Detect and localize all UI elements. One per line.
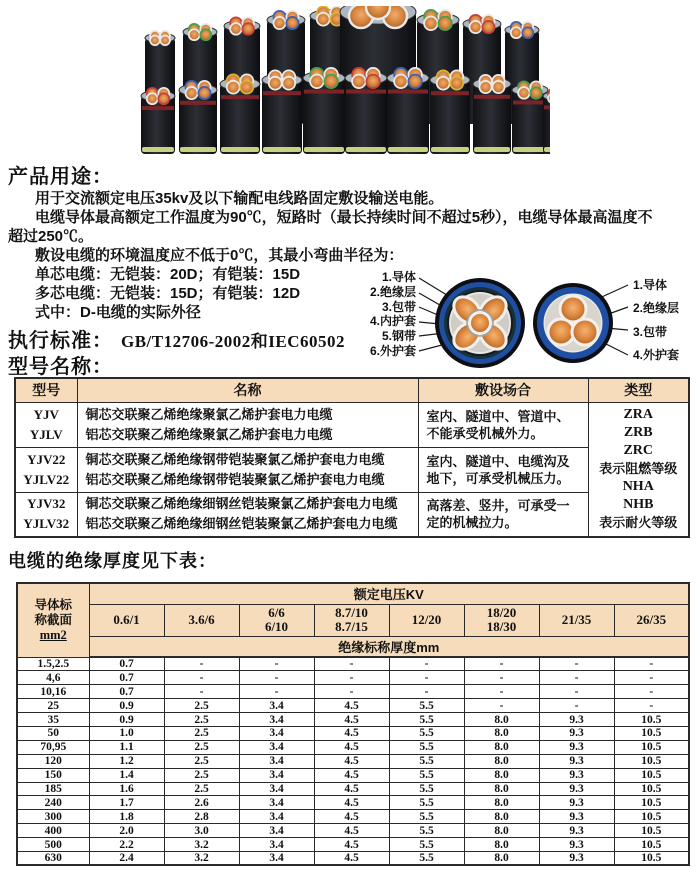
thickness-value-cell: 10.5 xyxy=(614,796,689,810)
thickness-value-cell: 9.3 xyxy=(539,713,614,727)
conductor-size-cell: 35 xyxy=(17,713,89,727)
thickness-value-cell: 8.0 xyxy=(464,851,539,865)
voltage-header-cell xyxy=(239,604,314,636)
thickness-value-cell: - xyxy=(239,671,314,685)
thickness-value-cell: 0.7 xyxy=(89,671,164,685)
thickness-value-cell: 1.6 xyxy=(89,782,164,796)
header-type: 类型 xyxy=(588,378,689,402)
thickness-value-cell: 4.5 xyxy=(314,699,389,713)
cable-sample xyxy=(262,70,302,154)
thickness-value-cell: - xyxy=(164,671,239,685)
conductor-size-cell: 4,6 xyxy=(17,671,89,685)
type-cell xyxy=(588,402,689,537)
thickness-value-cell: 4.5 xyxy=(314,782,389,796)
voltage-value: 26/35 xyxy=(636,612,667,627)
insulation-thickness-table xyxy=(16,582,690,866)
thickness-value-cell: 8.0 xyxy=(464,726,539,740)
diagram-label: 4.内护套 xyxy=(369,314,416,329)
thickness-value-cell: 3.4 xyxy=(239,768,314,782)
voltage-value: 0.6/1 xyxy=(113,612,140,627)
type-line: ZRC xyxy=(623,443,654,459)
thickness-value-cell: - xyxy=(464,671,539,685)
thickness-value-cell: 3.4 xyxy=(239,740,314,754)
voltage-value: 12/20 xyxy=(411,612,442,627)
cable-name: 铝芯交联聚乙烯绝缘细钢丝铠装聚氯乙烯护套电力电缆 xyxy=(85,516,398,532)
cable-sample xyxy=(179,81,217,154)
thickness-value-cell: 5.5 xyxy=(389,740,464,754)
diagram-label: 2.绝缘层 xyxy=(369,284,416,299)
model-code: YJV32 xyxy=(27,496,66,512)
cable-sample xyxy=(387,68,429,154)
thickness-row xyxy=(17,671,689,685)
thickness-section-heading: 电缆的绝缘厚度见下表： xyxy=(8,551,217,571)
model-code: YJLV32 xyxy=(23,516,70,532)
header-application: 敷设场合 xyxy=(418,378,588,402)
thickness-value-cell: - xyxy=(164,657,239,671)
application-cell xyxy=(418,492,588,537)
diagram-label: 3.包带 xyxy=(381,299,416,314)
conductor-size-cell: 500 xyxy=(17,838,89,852)
thickness-value-cell: 5.5 xyxy=(389,699,464,713)
thickness-value-cell: 9.3 xyxy=(539,782,614,796)
voltage-header-cell xyxy=(464,604,539,636)
cable-sample xyxy=(543,89,550,154)
application-line: 高落差、竖井，可承受一 xyxy=(426,498,570,514)
application-line: 定的机械拉力。 xyxy=(426,515,518,531)
thickness-value-cell: 3.4 xyxy=(239,713,314,727)
thickness-value-cell: 1.8 xyxy=(89,810,164,824)
diagram-label: 2.绝缘层 xyxy=(633,301,680,316)
diagram-label: 5.钢带 xyxy=(381,329,416,344)
voltage-value: 3.6/6 xyxy=(188,612,215,627)
thickness-row xyxy=(17,851,689,865)
thickness-value-cell: 4.5 xyxy=(314,851,389,865)
thickness-value-cell: 1.2 xyxy=(89,754,164,768)
thickness-value-cell: 3.4 xyxy=(239,699,314,713)
thickness-value-cell: - xyxy=(239,657,314,671)
thickness-value-cell: 1.4 xyxy=(89,768,164,782)
thickness-value-cell: 8.0 xyxy=(464,713,539,727)
type-line: NHB xyxy=(623,497,654,513)
thickness-value-cell: - xyxy=(539,685,614,699)
thickness-row xyxy=(17,796,689,810)
thickness-value-cell: - xyxy=(539,671,614,685)
thickness-value-cell: 4.5 xyxy=(314,810,389,824)
diagram-label: 6.外护套 xyxy=(369,343,416,358)
cable-sample xyxy=(141,88,175,154)
thickness-value-cell: 2.5 xyxy=(164,713,239,727)
type-line: ZRB xyxy=(623,425,653,441)
diagram-label: 3.包带 xyxy=(633,324,668,339)
three-core-cross-section xyxy=(533,283,613,363)
cable-sample xyxy=(473,75,511,154)
thickness-value-cell: 2.5 xyxy=(164,699,239,713)
cable-sample xyxy=(430,70,470,154)
thickness-row xyxy=(17,699,689,713)
thickness-value-cell: 3.4 xyxy=(239,796,314,810)
thickness-value-cell: 9.3 xyxy=(539,754,614,768)
thickness-row xyxy=(17,838,689,852)
thickness-row xyxy=(17,810,689,824)
conductor-size-cell: 50 xyxy=(17,726,89,740)
thickness-value-cell: 3.2 xyxy=(164,851,239,865)
thickness-value-cell: 5.5 xyxy=(389,851,464,865)
voltage-value: 8.7/15 xyxy=(335,619,368,634)
thickness-value-cell: 8.0 xyxy=(464,782,539,796)
thickness-value-cell: - xyxy=(464,685,539,699)
usage-line: 用于交流额定电压35kv及以下输配电线路固定敷设输送电能。 xyxy=(35,190,444,207)
thickness-value-cell: 0.9 xyxy=(89,699,164,713)
thickness-value-cell: 4.5 xyxy=(314,796,389,810)
cable-photo-shapes xyxy=(141,6,550,154)
thickness-value-cell: 10.5 xyxy=(614,740,689,754)
thickness-value-cell: - xyxy=(464,657,539,671)
model-table-body xyxy=(15,402,689,537)
model-table-header-row xyxy=(15,378,689,402)
thickness-value-cell: - xyxy=(539,699,614,713)
voltage-header-cell xyxy=(539,604,614,636)
thickness-value-cell: 3.4 xyxy=(239,754,314,768)
thickness-value-cell: 2.5 xyxy=(164,740,239,754)
thickness-value-cell: 9.3 xyxy=(539,824,614,838)
product-usage-heading: 产品用途： xyxy=(8,166,113,188)
thickness-value-cell: 8.0 xyxy=(464,754,539,768)
thickness-value-cell: 5.5 xyxy=(389,782,464,796)
application-line: 室内、隧道中、管道中、 xyxy=(426,408,570,424)
conductor-size-cell: 120 xyxy=(17,754,89,768)
thickness-value-cell: 10.5 xyxy=(614,768,689,782)
thickness-row xyxy=(17,657,689,671)
thickness-value-cell: 5.5 xyxy=(389,726,464,740)
diagram-right-labels xyxy=(633,279,700,361)
type-line: 表示阻燃等级 xyxy=(599,461,678,477)
cable-name: 铜芯交联聚乙烯绝缘细钢丝铠装聚氯乙烯护套电力电缆 xyxy=(85,496,398,512)
thickness-value-cell: 4.5 xyxy=(314,754,389,768)
thickness-value-cell: - xyxy=(389,657,464,671)
conductor-size-cell: 300 xyxy=(17,810,89,824)
cable-sample xyxy=(303,68,345,154)
model-table-row xyxy=(15,447,689,492)
thickness-value-cell: - xyxy=(314,671,389,685)
thickness-value-cell: 10.5 xyxy=(614,851,689,865)
cable-name: 铜芯交联聚乙烯绝缘聚氯乙烯护套电力电缆 xyxy=(85,406,333,422)
thickness-value-cell: 10.5 xyxy=(614,824,689,838)
standard-heading: 执行标准： xyxy=(8,330,113,352)
thickness-value-cell: 10.5 xyxy=(614,754,689,768)
thickness-value-cell: 10.5 xyxy=(614,782,689,796)
model-table-row xyxy=(15,492,689,537)
voltage-value: 21/35 xyxy=(561,612,592,627)
thickness-value-cell: 2.8 xyxy=(164,810,239,824)
voltage-header-cell xyxy=(614,604,689,636)
thickness-value-cell: 1.0 xyxy=(89,726,164,740)
application-cell xyxy=(418,402,588,447)
thickness-value-cell: 4.5 xyxy=(314,713,389,727)
voltage-header-cell xyxy=(314,604,389,636)
conductor-size-cell: 150 xyxy=(17,768,89,782)
header-model: 型号 xyxy=(15,378,77,402)
thickness-value-cell: 8.0 xyxy=(464,768,539,782)
thickness-value-cell: - xyxy=(239,685,314,699)
voltage-value: 6/6 xyxy=(268,605,285,620)
thickness-value-cell: - xyxy=(164,685,239,699)
thickness-value-cell: - xyxy=(614,699,689,713)
cable-sample xyxy=(345,68,387,154)
voltage-header-cell xyxy=(89,604,164,636)
thickness-value-cell: 5.5 xyxy=(389,713,464,727)
corner-line: mm2 xyxy=(39,627,67,642)
thickness-value-cell: 10.5 xyxy=(614,713,689,727)
cable-name: 铝芯交联聚乙烯绝缘钢带铠装聚氯乙烯护套电力电缆 xyxy=(85,471,385,487)
thickness-value-cell: 4.5 xyxy=(314,768,389,782)
name-cell xyxy=(77,402,418,447)
five-core-cross-section xyxy=(435,278,525,368)
thickness-row xyxy=(17,740,689,754)
voltage-header-cell xyxy=(389,604,464,636)
thickness-value-cell: 0.7 xyxy=(89,657,164,671)
application-cell xyxy=(418,447,588,492)
diagram-left-labels xyxy=(340,271,416,357)
type-line: 表示耐火等级 xyxy=(599,515,678,531)
cable-sample xyxy=(512,81,548,154)
thickness-value-cell: 3.4 xyxy=(239,838,314,852)
thickness-value-cell: 3.4 xyxy=(239,851,314,865)
conductor-size-cell: 240 xyxy=(17,796,89,810)
thickness-row xyxy=(17,782,689,796)
thickness-value-cell: 10.5 xyxy=(614,838,689,852)
thickness-value-cell: 4.5 xyxy=(314,838,389,852)
model-code: YJV xyxy=(33,406,59,422)
thickness-row xyxy=(17,768,689,782)
thickness-value-cell: 9.3 xyxy=(539,838,614,852)
model-cell xyxy=(15,447,77,492)
standard-row xyxy=(8,324,345,353)
thickness-value-cell: 2.5 xyxy=(164,726,239,740)
conductor-size-cell: 25 xyxy=(17,699,89,713)
corner-header xyxy=(17,583,89,657)
thickness-value-cell: 8.0 xyxy=(464,740,539,754)
model-code: YJV22 xyxy=(27,451,66,467)
conductor-size-cell: 185 xyxy=(17,782,89,796)
thickness-value-cell: - xyxy=(614,657,689,671)
thickness-value-cell: 2.4 xyxy=(89,851,164,865)
thickness-value-cell: 10.5 xyxy=(614,726,689,740)
usage-line: 电缆导体最高额定工作温度为90℃，短路时（最长持续时间不超过5秒），电缆导体最高温度不 xyxy=(35,209,653,226)
thickness-value-cell: - xyxy=(614,685,689,699)
thickness-value-cell: 8.0 xyxy=(464,810,539,824)
thickness-value-cell: - xyxy=(389,671,464,685)
thickness-value-cell: 4.5 xyxy=(314,740,389,754)
thickness-subheader: 绝缘标称厚度mm xyxy=(89,636,689,657)
type-line: NHA xyxy=(622,479,654,495)
thickness-value-cell: - xyxy=(314,657,389,671)
rated-voltage-header-row xyxy=(17,583,689,604)
header-name: 名称 xyxy=(77,378,418,402)
thickness-row xyxy=(17,824,689,838)
model-section-heading: 型号名称： xyxy=(8,356,113,378)
thickness-value-cell: 8.0 xyxy=(464,838,539,852)
thickness-value-cell: 2.5 xyxy=(164,768,239,782)
thickness-value-cell: 5.5 xyxy=(389,768,464,782)
thickness-value-cell: 9.3 xyxy=(539,768,614,782)
standard-value: GB/T12706-2002和IEC60502 xyxy=(121,332,346,351)
corner-line: 导体标 xyxy=(34,597,72,612)
thickness-row xyxy=(17,754,689,768)
thickness-value-cell: 2.6 xyxy=(164,796,239,810)
conductor-size-cell: 400 xyxy=(17,824,89,838)
thickness-value-cell: 9.3 xyxy=(539,796,614,810)
thickness-value-cell: 0.7 xyxy=(89,685,164,699)
thickness-value-cell: 2.5 xyxy=(164,754,239,768)
conductor-size-cell: 70,95 xyxy=(17,740,89,754)
thickness-value-cell: 3.0 xyxy=(164,824,239,838)
model-name-table xyxy=(14,377,690,538)
diagram-label: 1.导体 xyxy=(381,270,416,284)
conductor-size-cell: 1.5,2.5 xyxy=(17,657,89,671)
model-table-row xyxy=(15,402,689,447)
thickness-value-cell: 5.5 xyxy=(389,754,464,768)
subheader-row xyxy=(17,636,689,657)
diagram-label: 4.外护套 xyxy=(633,347,680,362)
thickness-value-cell: 8.0 xyxy=(464,824,539,838)
thickness-value-cell: 3.4 xyxy=(239,782,314,796)
thickness-value-cell: 1.7 xyxy=(89,796,164,810)
thickness-value-cell: - xyxy=(389,685,464,699)
conductor-size-cell: 10,16 xyxy=(17,685,89,699)
usage-line: 超过250℃。 xyxy=(8,228,94,245)
cable-name: 铝芯交联聚乙烯绝缘聚氯乙烯护套电力电缆 xyxy=(85,426,333,442)
voltage-value: 6/10 xyxy=(264,619,289,634)
thickness-value-cell: 5.5 xyxy=(389,810,464,824)
model-cell xyxy=(15,402,77,447)
voltage-value: 18/20 xyxy=(486,605,517,620)
thickness-value-cell: 9.3 xyxy=(539,810,614,824)
thickness-value-cell: 1.1 xyxy=(89,740,164,754)
voltage-value: 8.7/10 xyxy=(335,605,368,620)
thickness-value-cell: 5.5 xyxy=(389,796,464,810)
thickness-value-cell: - xyxy=(539,657,614,671)
model-code: YJLV xyxy=(29,426,63,442)
thickness-value-cell: - xyxy=(464,699,539,713)
name-cell xyxy=(77,447,418,492)
thickness-row xyxy=(17,685,689,699)
thickness-value-cell: 2.2 xyxy=(89,838,164,852)
thickness-value-cell: 3.4 xyxy=(239,726,314,740)
usage-line: 多芯电缆：无铠装：15D；有铠装：12D xyxy=(35,285,301,302)
usage-line: 敷设电缆的环境温度应不低于0℃，其最小弯曲半径为： xyxy=(35,247,404,264)
model-code: YJLV22 xyxy=(23,471,70,487)
voltage-header-row xyxy=(17,604,689,636)
type-line: ZRA xyxy=(623,407,654,423)
thickness-value-cell: 0.9 xyxy=(89,713,164,727)
thickness-value-cell: 9.3 xyxy=(539,726,614,740)
thickness-value-cell: 5.5 xyxy=(389,824,464,838)
thickness-value-cell: 2.5 xyxy=(164,782,239,796)
usage-line: 式中：D-电缆的实际外径 xyxy=(35,304,201,321)
thickness-value-cell: 10.5 xyxy=(614,810,689,824)
thickness-value-cell: 2.0 xyxy=(89,824,164,838)
cable-product-photo xyxy=(140,6,550,158)
voltage-header-cell xyxy=(164,604,239,636)
thickness-value-cell: 8.0 xyxy=(464,796,539,810)
usage-line: 单芯电缆：无铠装：20D；有铠装：15D xyxy=(35,266,301,283)
thickness-value-cell: - xyxy=(314,685,389,699)
thickness-value-cell: 3.4 xyxy=(239,810,314,824)
thickness-value-cell: - xyxy=(614,671,689,685)
model-cell xyxy=(15,492,77,537)
diagram-label: 1.导体 xyxy=(633,278,668,292)
thickness-value-cell: 3.4 xyxy=(239,824,314,838)
voltage-value: 18/30 xyxy=(486,619,517,634)
thickness-value-cell: 4.5 xyxy=(314,824,389,838)
thickness-row xyxy=(17,713,689,727)
conductor-size-cell: 630 xyxy=(17,851,89,865)
corner-line: 称截面 xyxy=(34,612,72,627)
application-line: 地下，可承受机械压力。 xyxy=(426,470,570,486)
thickness-value-cell: 5.5 xyxy=(389,838,464,852)
thickness-value-cell: 3.2 xyxy=(164,838,239,852)
rated-voltage-header: 额定电压KV xyxy=(89,583,689,604)
thickness-value-cell: 9.3 xyxy=(539,851,614,865)
cable-sample xyxy=(220,74,260,154)
thickness-row xyxy=(17,726,689,740)
thickness-value-cell: 9.3 xyxy=(539,740,614,754)
application-line: 室内、隧道中、电缆沟及 xyxy=(426,453,570,469)
name-cell xyxy=(77,492,418,537)
application-line: 不能承受机械外力。 xyxy=(426,425,544,441)
thickness-value-cell: 4.5 xyxy=(314,726,389,740)
cable-name: 铜芯交联聚乙烯绝缘钢带铠装聚氯乙烯护套电力电缆 xyxy=(85,451,385,467)
thickness-table-body xyxy=(17,657,689,865)
